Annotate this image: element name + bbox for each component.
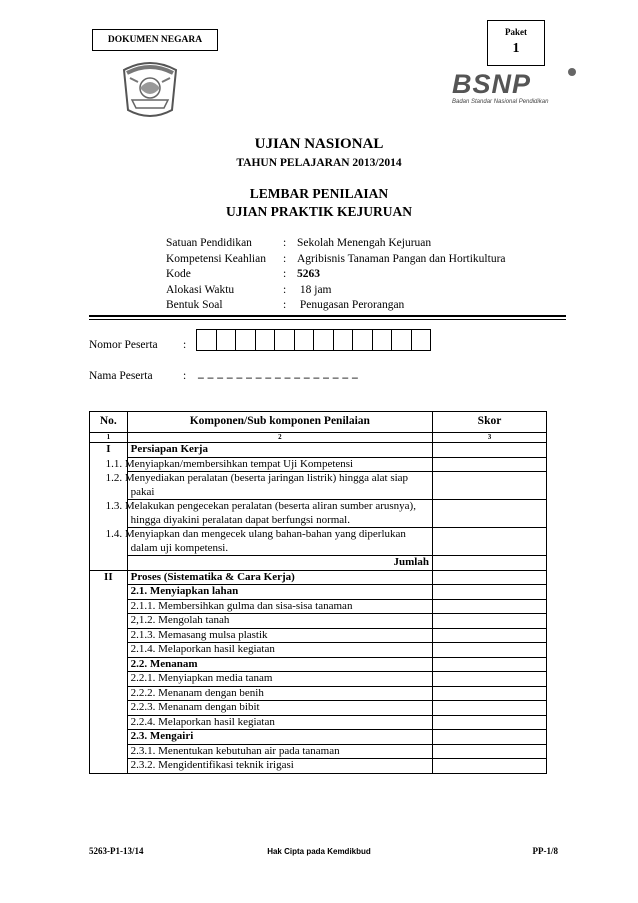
criterion: 1.4. Menyiapkan dan mengecek ulang bahan-bahan yang diperlukan dalam uji kompetensi. [127,528,432,556]
table-row [90,730,547,745]
footer-copyright: Hak Cipta pada Kemdikbud [267,847,371,856]
info-colon: : [283,268,287,280]
bsnp-logo: BSNP Badan Standar Nasional Pendidikan [452,69,549,105]
section-number: I [90,443,128,571]
score-cell[interactable] [433,730,547,745]
score-cell[interactable] [433,500,547,528]
info-row [166,298,506,314]
footer-code: 5263-P1-13/14 [89,846,144,856]
subsection-title: 2.3. Mengairi [127,730,432,745]
nomor-peserta-colon: : [183,339,187,351]
info-row [166,252,506,268]
table-row [90,628,547,643]
info-row [166,236,506,252]
digit-box[interactable] [412,330,432,350]
digit-box[interactable] [353,330,373,350]
score-cell[interactable] [433,443,547,458]
sheet-title: LEMBAR PENILAIAN [249,186,389,201]
criterion: 2.2.2. Menanam dengan benih [127,686,432,701]
score-cell[interactable] [433,657,547,672]
info-key: Bentuk Soal [166,299,223,311]
document-label: DOKUMEN NEGARA [92,29,218,51]
criterion: 2.1.3. Memasang mulsa plastik [127,628,432,643]
score-cell[interactable] [433,528,547,556]
column-number: 2 [127,433,432,443]
score-cell[interactable] [433,701,547,716]
criterion: 2.2.4. Melaporkan hasil kegiatan [127,715,432,730]
criterion: 2.2.1. Menyiapkan media tanam [127,672,432,687]
info-colon: : [283,283,287,296]
table-header-row [90,412,547,433]
info-key: Satuan Pendidikan [166,237,252,249]
table-row [90,599,547,614]
score-cell[interactable] [433,759,547,774]
score-table [89,411,547,774]
table-row [90,443,547,458]
header-skor: Skor [433,412,547,433]
section-title: Persiapan Kerja [127,443,432,458]
table-row [90,643,547,658]
total-score-cell[interactable] [433,556,547,571]
total-label: Jumlah [127,556,432,571]
nama-peserta-label: Nama Peserta [89,370,153,382]
digit-box[interactable] [217,330,237,350]
column-number: 3 [433,433,547,443]
table-row [90,556,547,571]
nomor-peserta-label: Nomor Peserta [89,339,158,351]
column-number: 1 [90,433,128,443]
table-row [90,744,547,759]
score-cell[interactable] [433,472,547,500]
digit-box[interactable] [197,330,217,350]
nama-peserta-input[interactable]: _ _ _ _ _ _ _ _ _ _ _ _ _ _ _ _ _ [198,368,359,380]
digit-box[interactable] [256,330,276,350]
digit-box[interactable] [373,330,393,350]
info-colon: : [283,299,287,311]
score-cell[interactable] [433,628,547,643]
tut-wuri-handayani-emblem-icon [118,60,182,120]
digit-box[interactable] [236,330,256,350]
digit-box[interactable] [334,330,354,350]
info-value: 18 jam [297,283,332,296]
table-row [90,614,547,629]
table-row [90,528,547,556]
table-row [90,701,547,716]
table-row [90,500,547,528]
nomor-peserta-input[interactable] [196,329,431,351]
table-row [90,759,547,774]
paket-label: Paket [505,27,527,37]
divider [89,315,566,317]
score-cell[interactable] [433,643,547,658]
table-row [90,570,547,585]
score-cell[interactable] [433,614,547,629]
info-value: Agribisnis Tanaman Pangan dan Hortikultura [297,252,506,265]
info-key: Alokasi Waktu [166,283,235,296]
score-cell[interactable] [433,715,547,730]
table-row [90,686,547,701]
subsection-title: 2.1. Menyiapkan lahan [127,585,432,600]
info-colon: : [283,252,287,265]
table-row [90,657,547,672]
criterion: 1.3. Melakukan pengecekan peralatan (beserta aliran sumber arusnya), hingga diyakini peralatan dapat berfungsi normal. [127,500,432,528]
exam-year: TAHUN PELAJARAN 2013/2014 [236,157,402,169]
score-cell[interactable] [433,599,547,614]
info-value: 5263 [297,268,320,280]
criterion: 2.3.2. Mengidentifikasi teknik irigasi [127,759,432,774]
info-colon: : [283,237,287,249]
criterion: 2.1.4. Melaporkan hasil kegiatan [127,643,432,658]
digit-box[interactable] [295,330,315,350]
score-cell[interactable] [433,672,547,687]
practice-title: UJIAN PRAKTIK KEJURUAN [225,204,412,219]
table-row [90,585,547,600]
info-key: Kode [166,268,191,280]
nama-peserta-colon: : [183,370,187,382]
digit-box[interactable] [392,330,412,350]
exam-title: UJIAN NASIONAL [254,136,384,152]
table-row [90,472,547,500]
criterion: 2,1.2. Mengolah tanah [127,614,432,629]
criterion: 2.1.1. Membersihkan gulma dan sisa-sisa tanaman [127,599,432,614]
registered-mark-icon [568,68,576,76]
header-component: Komponen/Sub komponen Penilaian [127,412,432,433]
score-cell[interactable] [433,686,547,701]
criterion: 1.2. Menyediakan peralatan (beserta jaringan listrik) hingga alat siap pakai [127,472,432,500]
divider [89,319,566,320]
section-title: Proses (Sistematika & Cara Kerja) [127,570,432,585]
score-cell[interactable] [433,570,547,585]
header-no: No. [90,412,128,433]
score-cell[interactable] [433,457,547,472]
table-row [90,715,547,730]
info-key: Kompetensi Keahlian [166,252,266,265]
score-cell[interactable] [433,744,547,759]
digit-box[interactable] [314,330,334,350]
info-value: Penugasan Perorangan [297,299,405,311]
paket-number: 1 [512,41,520,56]
criterion: 2.2.3. Menanam dengan bibit [127,701,432,716]
info-row [166,267,506,283]
score-cell[interactable] [433,585,547,600]
criterion: 1.1. Menyiapkan/membersihkan tempat Uji Kompetensi [127,457,432,472]
subsection-title: 2.2. Menanam [127,657,432,672]
table-row [90,457,547,472]
section-number: II [90,570,128,773]
info-row [166,283,506,299]
column-number-row [90,433,547,443]
criterion: 2.3.1. Menentukan kebutuhan air pada tanaman [127,744,432,759]
table-row [90,672,547,687]
digit-box[interactable] [275,330,295,350]
exam-info [166,236,506,314]
info-value: Sekolah Menengah Kejuruan [297,237,432,249]
paket-box [487,20,545,66]
footer-page: PP-1/8 [532,846,558,856]
